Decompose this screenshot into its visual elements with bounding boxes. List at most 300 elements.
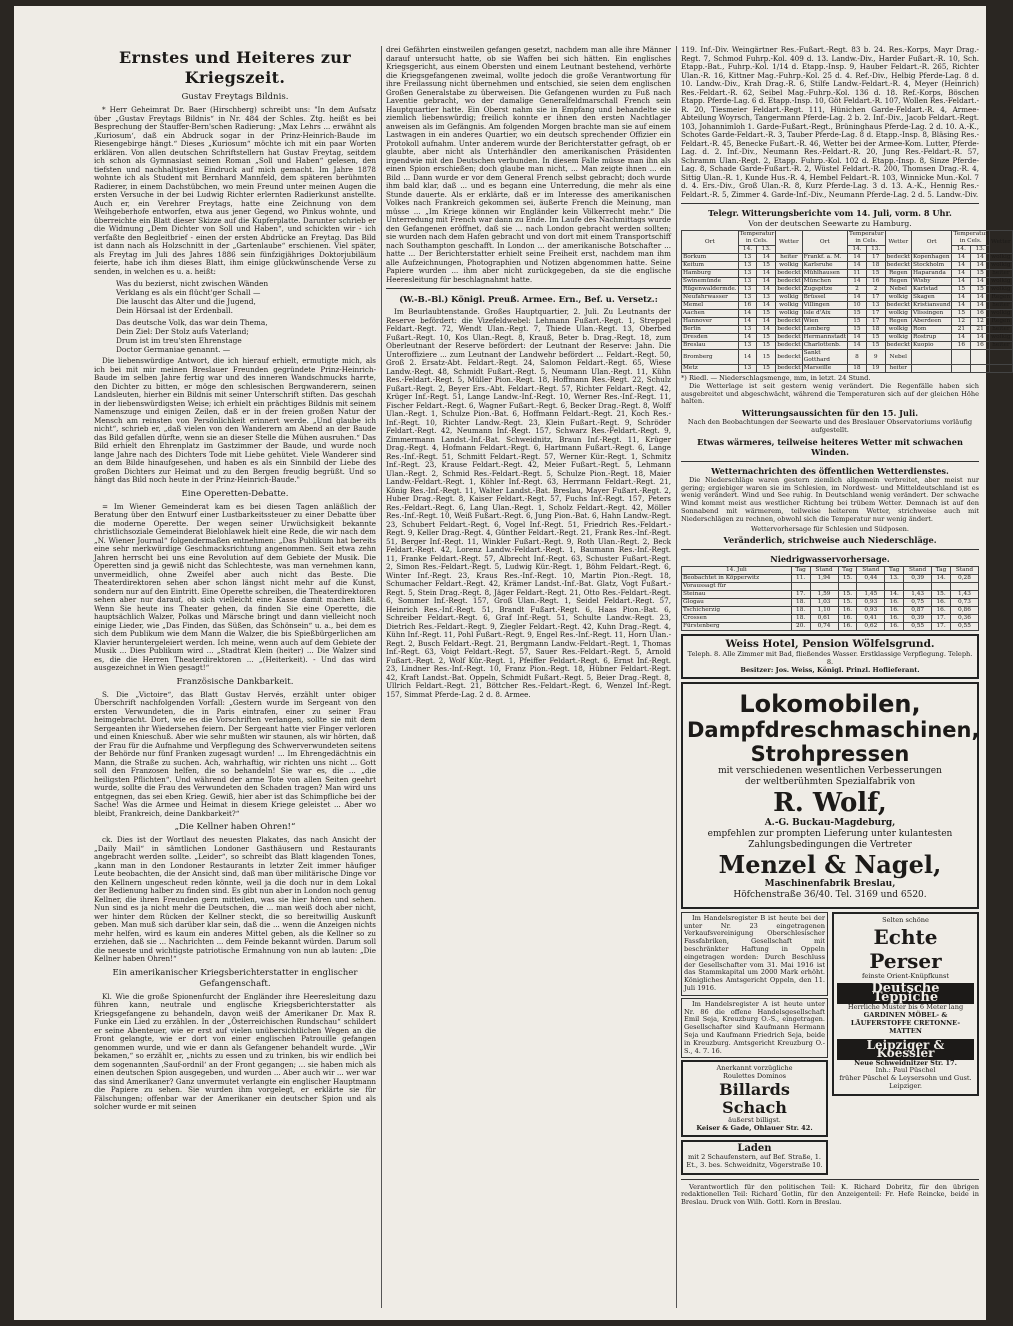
column-1: [94, 46, 376, 1308]
register-notice: Im Handelsregister A ist heute unter Nr. 86 die offene Handelsgesellschaft Emil Seja, Kreuzburg O.-S., eingetragen. Gesellschafter sind Kaufmann Hermann Seja und Kaufmann Friedrich Seja, beide in Kreuzburg. Amtsgericht Kreuzburg O.-S., 4. 7. 16.: [681, 998, 828, 1059]
carpet-brand: Echte Perser: [869, 924, 942, 973]
weather-cell: Rom: [911, 326, 951, 334]
article-paragraph: ck. Dies ist der Wortlaut des neuesten Plakates, das nach Ansicht der „Daily Mail“ in sämtlichen Londoner Gasthäusern und Restaurants angebracht werden sollte. „Leider“, so schreibt das Blatt klagenden Tones, „kann man in den Londoner Restaurants in letzter Zeit immer häufiger Leute beobachten, die der Ansicht sind, daß man über militärische Dinge vor den Kellnern ungescheut reden könnte, weil ja die doch nur in dem Lokal der Bedienung halber zu finden sind. Es gibt nun aber in London noch genug Kellner, die ihren Freunden gern mitteilen, was sie hier hören und sehen. Nun sind es ja nicht mehr die Deutschen, die ... man weiß doch aber nicht, wer hinter dem Rücken der Kellner steckt, die so bereitwillig Auskunft geben. Man muß sich darüber klar sein, daß die ... wenn die Anzeigen nichts mehr helfen, wird es kaum ein anderes Mittel geben, als die Kellner so zu erziehen, daß sie ... Nachrichten ... dem Feinde bekannt würden. Darum soll die neueste und wichtigste patriotische Ermahnung von nun ab lauten: „Die Kellner haben Ohren!“: [94, 835, 376, 963]
weather-cell: wolkig: [885, 326, 911, 334]
river-cell: 11.: [791, 575, 810, 583]
weather-cell: 15: [848, 326, 867, 334]
weather-cell: 14: [757, 286, 776, 294]
weather-header-cell: Ort: [682, 231, 739, 254]
weather-cell: Charlottenb.: [802, 342, 847, 350]
weather-news-forecast-label: Wettervorhersage für Schlesien und Südposen.: [751, 524, 909, 533]
weather-cell: bedeckt: [886, 302, 910, 308]
hotel-line: Teleph. 8. Alle Zimmer mit Bad, fließendes Wasser. Erstklassige Verpflegung. Teleph. 8.: [687, 650, 973, 667]
weather-cell: heiter: [989, 302, 1012, 310]
weather-cell: 14: [952, 302, 971, 310]
weather-cell: bedeckt: [886, 262, 910, 268]
weather-cell: 14: [971, 294, 990, 302]
billiard-firm: Keiser & Gade, Ohlauer Str. 42.: [696, 1123, 813, 1132]
carpet-ad: [832, 912, 979, 1096]
weather-cell: 14: [757, 254, 776, 262]
river-cell: Fürstenberg: [682, 623, 792, 631]
weather-cell: wolkig: [776, 310, 802, 318]
billiard-right: äußerst billigst.: [728, 1115, 781, 1124]
weather-cell: bedeckt: [886, 254, 910, 260]
river-cell: 0,44: [857, 575, 885, 583]
article-title: Eine Operetten-Debatte.: [181, 488, 289, 499]
weather-cell: Sankt Gotthard: [802, 350, 847, 365]
weather-cell: 14: [738, 318, 757, 326]
river-cell: 0,87: [904, 607, 932, 615]
river-cell: 16.: [932, 607, 951, 615]
weather-cell: Aachen: [682, 310, 739, 318]
weather-cell: 14: [848, 278, 867, 286]
article-title: „Die Kellner haben Ohren!“: [174, 822, 296, 832]
ad-place: Maschinenfabrik Breslau,: [764, 878, 896, 889]
river-cell: Beobachtet in Köpperwitz: [682, 575, 792, 583]
river-header-cell: 14. Juli: [682, 567, 792, 575]
weather-cell: Brüssel: [802, 294, 847, 302]
article-paragraph: Die liebenswürdige Antwort, die ich hierauf erhielt, ermutigte mich, als ich bei mit mir meinen Breslauer Freunden gegründete Prinz-Heinrich-Baude im selben Jahre fertig war und des inneren Wandschmucks harrte, den Dichter zu bitten, er möge den schlesischen Bergwanderern, seinen Landsleuten, hierher ein Bildnis mit seiner Unterschrift stiften. Das geschah in der liebenswürdigsten Weise; ich erhielt ein prächtiges Bildnis mit seinem Namenszuge und einigen Zeilen, daß er in der freien großen Natur der Mensch am reinsten von Persönlichkeit erinnert werde. „Und glaube ich nicht“, schrieb er, „daß vielen von den Wanderern am Abend an der Baude das Bild gefallen dürfte, wenn sie an dieser Stelle die Mühen ausruhen.“ Das Bild erhielt den Ehrenplatz im Gastzimmer der Baude, und wurde noch lange Jahre nach des Dichters Tode mit Liebe gehütet. Viele Wanderer sind an dem Bilde hinaufgesehen, und haben es als ein Sinnbild der Liebe des großen Dichters zur Heimat und zu den Bergen freudig begrüßt. Und so hängt das Bild noch heute in der Prinz-Heinrich-Baude.": [94, 356, 376, 484]
bottom-ads-left: [681, 912, 828, 1175]
weather-cell: Mühlhausen: [802, 270, 847, 278]
weather-text: Die Wetterlage ist seit gestern wenig verändert. Die Regenfälle haben sich ausgebreitet und abgeschwächt, während die Temperaturen sich auf der gleichen Höhe halten.: [681, 381, 979, 406]
weather-cell: Karlstad: [911, 286, 951, 294]
weather-cell: Regen: [885, 318, 911, 326]
weather-cell: wolkig: [991, 262, 1011, 268]
weather-cell: 21: [971, 326, 990, 334]
weather-cell: Regen: [885, 278, 911, 286]
imprint: Verantwortlich für den politischen Teil: K. Richard Dobritz, für den übrigen redaktionellen Teil: Richard Gotlin, für den Anzeigenteil: Fr. Hefe Reincke, beide in Breslau. Druck von Wilh. Gottl. Korn in Breslau.: [681, 1182, 979, 1207]
weather-title: Telegr. Witterungsberichte vom 14. Juli, vorm. 8 Uhr.: [708, 208, 952, 218]
teppich-brand: Deutsche Teppiche: [837, 983, 974, 1004]
river-cell: 16.: [885, 607, 904, 615]
weather-cell: 14: [757, 318, 776, 326]
weather-cell: wolkig: [991, 278, 1011, 284]
river-row: [682, 623, 979, 631]
weather-cell: 14: [952, 262, 971, 270]
weather-cell: Hamburg: [682, 270, 739, 278]
weather-cell: 2: [866, 286, 885, 294]
weather-cell: bedeckt: [777, 278, 801, 284]
weather-cell: 14: [971, 302, 990, 310]
weather-cell: [971, 350, 990, 365]
bottom-ads: [681, 912, 979, 1175]
newspaper-page: [14, 6, 1011, 1320]
weather-cell: Haparanda: [911, 270, 951, 278]
teppich-sub: Herrliche Muster bis 6 Meter lang: [847, 1003, 964, 1012]
river-row: [682, 615, 979, 623]
weather-cell: 14: [848, 342, 867, 350]
weather-row: [682, 262, 1013, 270]
weather-cell: 13: [738, 326, 757, 334]
river-cell: Glogau: [682, 599, 792, 607]
weather-cell: wolkig: [991, 334, 1011, 340]
forecast-text: Etwas wärmeres, teilweise heiteres Wetter mit schwachen Winden.: [697, 436, 963, 457]
billiard-ad: [681, 1060, 828, 1137]
weather-cell: [952, 350, 971, 365]
weather-cell: 15: [757, 350, 776, 365]
weather-cell: 15: [848, 318, 867, 326]
river-cell: 17.: [791, 591, 810, 599]
weather-cell: wolkig: [991, 254, 1011, 260]
river-cell: 0,75: [904, 599, 932, 607]
river-cell: 17.: [932, 623, 951, 631]
weather-cell: [952, 365, 971, 373]
weather-cell: 12: [971, 318, 990, 326]
weather-cell: 15: [952, 310, 971, 318]
weather-cell: Zugspitze: [802, 286, 847, 294]
weather-row: [682, 294, 1013, 302]
weather-cell: 15: [952, 286, 971, 294]
weather-cell: 13: [738, 294, 757, 302]
weather-news-forecast: Veränderlich, strichweise auch Niederschläge.: [723, 535, 937, 546]
weather-header-cell: 14.: [738, 246, 757, 254]
weather-cell: bedeckt: [777, 286, 801, 292]
ad-headline: Lokomobilen,: [739, 689, 921, 718]
weather-note: *) Riedl. — Niederschlagsmenge, mm, in letzt. 24 Stund.: [681, 374, 871, 382]
river-header-cell: Stand: [950, 567, 978, 575]
weather-cell: Karlsruhe: [802, 262, 847, 270]
river-cell: 0,36: [950, 615, 978, 623]
column-2: [386, 46, 671, 1308]
river-cell: 16.: [838, 615, 857, 623]
shop-title: Laden: [737, 1143, 772, 1155]
weather-cell: wolkig: [776, 294, 802, 302]
hotel-ad: [681, 634, 979, 678]
river-cell: 16.: [932, 599, 951, 607]
river-row: [682, 575, 979, 583]
weather-row: [682, 270, 1013, 278]
weather-row: [682, 286, 1013, 294]
weather-row: [682, 302, 1013, 310]
river-cell: 16.: [885, 599, 904, 607]
weather-table: [681, 230, 1013, 373]
weather-cell: Dresden: [682, 334, 739, 342]
column-rule: [676, 46, 677, 1308]
weather-cell: heiter: [989, 270, 1012, 278]
river-row: [682, 599, 979, 607]
weather-cell: 8: [848, 350, 867, 365]
river-cell: 0,62: [857, 623, 885, 631]
river-cell: Voraussagt für: [682, 583, 792, 591]
weather-cell: Kuopio: [911, 342, 951, 350]
weather-cell: bedeckt: [777, 270, 801, 276]
weather-cell: 13: [866, 302, 885, 310]
weather-cell: 14: [952, 270, 971, 278]
hotel-name: Weiss Hotel, Pension Wölfelsgrund.: [725, 638, 935, 651]
river-cell: 0,74: [810, 623, 838, 631]
weather-cell: 2: [848, 286, 867, 294]
weather-header-cell: Ort: [802, 231, 847, 254]
river-cell: 15.: [838, 591, 857, 599]
ad-brand: R. Wolf,: [773, 787, 887, 818]
weather-header-cell: Temperatur in Cels.: [739, 231, 775, 244]
divider: [681, 549, 979, 550]
river-cell: 15.: [932, 591, 951, 599]
weather-cell: 14: [757, 326, 776, 334]
weather-cell: Berlin: [682, 326, 739, 334]
weather-cell: 14: [952, 278, 971, 286]
weather-cell: bedeckt: [777, 318, 801, 324]
weather-cell: Hermannstadt: [803, 334, 847, 340]
store-owner: Inh.: Paul Püschel: [875, 1066, 936, 1075]
weather-cell: 14: [952, 254, 971, 262]
weather-cell: Rügenwaldermde.: [683, 286, 737, 292]
weather-cell: 15: [848, 310, 867, 318]
river-cell: 0,41: [857, 615, 885, 623]
weather-cell: Vlissingen: [911, 310, 951, 318]
river-cell: [791, 583, 810, 591]
ad-headline: Dampfdreschmaschinen,: [687, 717, 980, 742]
weather-cell: 15: [866, 342, 885, 350]
weather-cell: 13: [738, 262, 757, 270]
weather-cell: Lemberg: [802, 326, 847, 334]
river-cell: [885, 583, 904, 591]
river-cell: 15.: [838, 575, 857, 583]
ad-text: der weltberühmten Spezialfabrik von: [744, 776, 916, 787]
weather-cell: Frankf. a. M.: [802, 254, 847, 262]
weather-cell: 17: [866, 254, 885, 262]
weather-cell: 12: [952, 318, 971, 326]
river-header-cell: Stand: [810, 567, 838, 575]
weather-cell: heiter: [885, 365, 911, 373]
weather-cell: München: [802, 278, 847, 286]
teppich-items: GARDINEN MÖBEL- & LÄUFERSTOFFE CRETONNE-MATTEN: [850, 1011, 961, 1035]
weather-header-cell: 13.: [866, 246, 885, 254]
bottom-ads-right: [832, 912, 979, 1175]
weather-cell: 14: [848, 262, 867, 270]
weather-cell: bedeckt: [886, 342, 910, 348]
ad-address: Höfchenstraße 36/40. Tel. 3169 und 6520.: [733, 889, 927, 900]
weather-cell: 9: [866, 350, 885, 365]
weather-cell: 15: [971, 270, 990, 278]
weather-cell: 19: [866, 365, 885, 373]
weather-row: [682, 334, 1013, 342]
river-cell: 14.: [932, 575, 951, 583]
weather-cell: 14: [738, 334, 757, 342]
river-cell: 0,93: [857, 607, 885, 615]
weather-cell: Metz: [682, 365, 739, 373]
river-cell: 1,43: [904, 591, 932, 599]
river-cell: 1,43: [950, 591, 978, 599]
article-title: Französische Dankbarkeit.: [176, 676, 294, 687]
river-title: Niedrigwasservorhersage.: [770, 554, 890, 565]
divider: [681, 461, 979, 462]
river-cell: [838, 583, 857, 591]
river-cell: Crossen: [682, 615, 792, 623]
weather-cell: 13: [757, 294, 776, 302]
weather-row: [682, 254, 1013, 262]
weather-cell: wolkig: [991, 286, 1011, 292]
weather-cell: 17: [866, 318, 885, 326]
river-cell: 0,55: [904, 623, 932, 631]
weather-cell: bedeckt: [776, 350, 802, 365]
weather-row: [682, 310, 1013, 318]
ad-headline: Strohpressen: [750, 741, 910, 766]
river-header-row: [682, 567, 979, 575]
weather-cell: 14: [757, 270, 776, 278]
weather-cell: Rostrup: [911, 334, 951, 342]
shop-text: mit 2 Schaufenstern, auf Bef. Straße, 1. Et., 3. bes. Schweidnitz, Vögerstraße 10.: [686, 1152, 823, 1169]
weather-cell: Kopenhagen: [911, 254, 951, 262]
weather-cell: Regen: [885, 270, 911, 278]
billiard-brand: Billards Schach: [719, 1079, 790, 1117]
river-cell: 1,94: [810, 575, 838, 583]
river-cell: 1,59: [810, 591, 838, 599]
weather-cell: 14: [757, 302, 776, 310]
river-header-cell: Tag: [885, 567, 904, 575]
weather-cell: bedeckt: [777, 342, 801, 348]
weather-cell: 13: [738, 270, 757, 278]
list-title: (W.-B.-Bl.) Königl. Preuß. Armee. Ern., Bef. u. Versetz.:: [399, 294, 658, 304]
weather-cell: 11: [848, 270, 867, 278]
weather-cell: 15: [757, 342, 776, 350]
weather-header-cell: 14.: [848, 246, 867, 254]
article-paragraph: = Im Wiener Gemeinderat kam es bei diesen Tagen anläßlich der Beratung über den Entwurf einer Lustbarkeitssteuer zu einer Debatte über die moderne Operette. Der wegen seiner Urwüchsigkeit bekannte christlichsoziale Gemeinderat Bielohlawek hielt eine Rede, die wir nach dem „N. Wiener Journal“ folgendermaßen entnehmen: „Das Publikum hat bereits eine sehr merkwürdige Geschmacksrichtung angenommen. Seit etwa zehn Jahren herrscht bei uns eine Revolution auf dem Gebiete der Musik. Die Operetten sind ja gewiß nicht das Schlechteste, was man vernehmen kann, unvermeidlich, ohne Zweifel aber auch nicht das Beste. Die Theaterdirektoren sehen aber schon längst nicht mehr auf die Kunst, sondern nur auf den Eintritt. Eine Operette schreiben, die Theaterdirektoren sehen aber nur darauf, ob sich vielleicht eine Kasse damit machen läßt. Wenn Sie heute ins Theater gehen, da finden Sie eine Operette, die hauptsächlich Walzer, Polkas und Märsche bringt und dann vielleicht noch einige Lieder, wie „Das Finden, das Süßen, das Schönsein“ u. a., bei dem es sich dem Publikum wie dem Mann die Walzer, die bis Spießbürgerlichen am Klavier heruntergeleiert werden. Ich meine, wenn auch auf dem Gebiete der Musik ... Dies Publikum wird ... „Stadtrat Klein (heiter) ... Die Walzer sind es, die die Herren Theaterdirektoren ... „(Heiterkeit). - Und das wird ausgezeichnet in Wien gesagt!“: [94, 501, 376, 672]
weather-news-title: Wetternachrichten des öffentlichen Wetterdienstes.: [711, 465, 949, 476]
weather-cell: 15: [971, 286, 990, 294]
river-cell: 0,39: [904, 575, 932, 583]
weather-cell: wolkig: [885, 310, 911, 318]
weather-cell: 14: [952, 334, 971, 342]
weather-cell: 21: [952, 326, 971, 334]
weather-cell: [971, 365, 990, 373]
weather-cell: 14: [971, 254, 990, 262]
weather-cell: Marseille: [802, 365, 847, 373]
column-rule: [381, 46, 382, 1308]
billiard-top: Anerkannt vorzügliche: [716, 1064, 793, 1073]
river-cell: 16.: [885, 615, 904, 623]
weather-header-cell: 14.: [952, 246, 971, 254]
register-notice: Im Handelsregister B ist heute bei der unter Nr. 23 eingetragenen Verkaufsvereinigung Oberschlesischer Fassfabriken, Gesellschaft mit beschränkter Haftung in Oppeln eingetragen worden: Durch Beschluss der Gesellschafter vom 31. Mai 1916 ist das Stammkapital um 2000 Mark erhöht. Königliches Amtsgericht Oppeln, den 11. Juli 1916.: [681, 912, 828, 996]
river-cell: 16.: [885, 623, 904, 631]
weather-cell: 13: [738, 365, 757, 373]
weather-cell: [911, 350, 951, 365]
weather-cell: Breslau: [682, 342, 739, 350]
weather-cell: 15: [866, 334, 885, 342]
weather-cell: 15: [757, 262, 776, 270]
article-paragraph: Kl. Wie die große Spionenfurcht der Engländer ihre Heeresleitung dazu führen kann, neutrale und englische Kriegsberichterstatter als Kriegsgefangene zu behandeln, davon weiß der Amerikaner Dr. Max R. Funke ein Lied zu erzählen. In der „Österreichischen Rundschau“ schildert er seine Abenteuer, wie er erst auf vielen unübersichtlichen Wegen an die Front gelangte, wie er dort von einer englischen Patrouille gefangen genommen wurde, und wie er dann als Gefangener behandelt wurde. „Wir bekamen,“ so erzählt er, „nichts zu essen und zu trinken, bis wir endlich bei dem sogenannten ‚Sauf-ordnil‘ an der Front gegangen; ... sie haben mich als einen deutschen Spion ausgegeben, und wurden ... Aber auch wir ... wer war das sind Amerikaner? Ganz unvermutet verlangte ein englischer Hauptmann die Papiere zu sehen. Sie wurden ihm vorgelegt, er erklärte sie für Fälschungen; offenbar war der Amerikaner ein deutscher Spion und als solcher wurde er mit seinen: [94, 991, 376, 1111]
weather-row: [682, 326, 1013, 334]
ad-text: mit verschiedenen wesentlichen Verbesserungen: [718, 765, 942, 776]
weather-cell: 14: [848, 254, 867, 262]
weather-cell: Villingen: [802, 302, 847, 310]
river-table: [681, 566, 979, 631]
weather-cell: Nebel: [885, 350, 911, 365]
weather-cell: 16: [952, 342, 971, 350]
weather-cell: 15: [757, 334, 776, 342]
store-owner-note: früher Püschel & Leysersohn und Gust. Leipziger.: [839, 1074, 972, 1090]
river-cell: 18.: [791, 599, 810, 607]
river-cell: 0,55: [950, 623, 978, 631]
weather-cell: 13: [738, 286, 757, 294]
weather-cell: wolkig: [776, 262, 802, 270]
river-header-cell: Tag: [791, 567, 810, 575]
river-row: [682, 583, 979, 591]
weather-cell: 14: [971, 278, 990, 286]
weather-cell: Skagen: [911, 294, 951, 302]
store-address: Neue Schweidnitzer Str. 17.: [854, 1058, 957, 1067]
weather-row: [682, 365, 1013, 373]
forecast-subtitle: Nach den Beobachtungen der Seewarte und des Breslauer Observatoriums vorläufig aufgestellt.: [687, 418, 973, 434]
weather-cell: 13: [738, 278, 757, 286]
weather-header-cell: Wetter: [989, 231, 1012, 254]
hotel-owner: Besitzer: Jos. Weiss, Königl. Prinzl. Hoflieferant.: [740, 665, 920, 674]
river-cell: 1,03: [810, 599, 838, 607]
weather-cell: 15: [757, 310, 776, 318]
weather-cell: 13: [738, 342, 757, 350]
weather-cell: 15: [866, 270, 885, 278]
river-cell: 0,86: [950, 607, 978, 615]
article-title: Gustav Freytags Bildnis.: [181, 92, 289, 102]
weather-cell: Neufahrwasser: [682, 294, 739, 302]
weather-cell: [989, 350, 1012, 365]
weather-cell: Stockholm: [911, 262, 951, 270]
weather-cell: 16: [971, 310, 990, 318]
weather-header-cell: Wetter: [776, 231, 802, 254]
weather-cell: 18: [866, 326, 885, 334]
river-cell: 1,10: [810, 607, 838, 615]
weather-header-cell: 13.: [971, 246, 990, 254]
article-title: Ein amerikanischer Kriegsberichterstatter in englischer Gefangenschaft.: [112, 967, 358, 989]
weather-cell: 14: [848, 294, 867, 302]
river-cell: [932, 583, 951, 591]
weather-header-cell: 13.: [757, 246, 776, 254]
weather-cell: bedeckt: [777, 334, 801, 340]
river-cell: 0,93: [857, 599, 885, 607]
ad-brand: Menzel & Nagel,: [718, 849, 942, 879]
river-cell: [857, 583, 885, 591]
weather-cell: 14: [757, 278, 776, 286]
river-cell: 13.: [885, 575, 904, 583]
weather-cell: Bromberg: [682, 350, 739, 365]
river-header-cell: Tag: [838, 567, 857, 575]
weather-header-row: [682, 231, 1013, 246]
weather-cell: 13: [738, 254, 757, 262]
billiard-left: Roulettes Dominos: [722, 1072, 787, 1081]
weather-cell: wolkig: [885, 334, 911, 342]
weather-cell: wolkig: [885, 294, 911, 302]
river-cell: 14.: [885, 591, 904, 599]
river-cell: Tschicherzig: [682, 607, 792, 615]
weather-cell: 14: [971, 262, 990, 270]
weather-header-cell: Temperatur in Cels.: [953, 231, 988, 244]
ad-place: A.-G. Buckau-Magdeburg,: [764, 817, 896, 828]
weather-cell: Regen: [989, 294, 1012, 302]
river-cell: 0,73: [950, 599, 978, 607]
article-paragraph: S. Die „Victoire“, das Blatt Gustav Hervés, erzählt unter obiger Überschrift nachfolgenden Vorfall: „Gestern wurde im Sergeant von den ersten Verwundeten, die in Paris eintrafen, einer zu seiner Frau heimgebracht. Dort, wie es die Vorschriften verlangen, sollte sie mit dem Sergeanten ihr Wiedersehen feiern. Der Sergeant hatte vier Finger verloren und einen Knieschuß. Aber wie sehr mußten wir staunen, als wir hörten, daß der Frau für die Aufnahme und Verpflegung des Schwerverwundeten seitens der Behörde nur fünf Franken zugesagt wurden! ... Im Ehrengedächtnis ein Mann, die Straße zu suchen. Ach, wahrhaftig, wir richten uns nicht ... Gott soll den Franzosen helfen, die so behandeln! Sie war es, die ... „die heiligsten Pflichten“. Und während der arme Tote von allen Seiten geehrt wurde, sollte die Frau des Verwundeten den Schaden tragen? Man wird uns entgegnen, das sei eben Krieg. Gewiß, hier aber ist das Schimpfliche bei der Sache! Was die Armee und Heimat in diesem Kriege geleistet ... Aber wo bleibt, Frankreich, deine Dankbarkeit?“: [94, 689, 376, 818]
poem-stanza: Das deutsche Volk, das war dein Thema, Dein Ziel: Der Stolz aufs Vaterland; Drum ist im treu'sten Ehrenstage Doctor Germaniae genannt. —: [116, 318, 268, 354]
divider: [681, 1179, 979, 1180]
weather-news-text: Die Niederschläge waren gestern ziemlich allgemein verbreitet, aber meist nur gering; ergiebiger waren sie im Schlesien, im Nordwest- und Mitteldeutschland ist es wenig verändert. Wind und See ruhig. In Deutschland wenig verändert. Der schwache Wind kommt meist aus westlicher Richtung bei trübem Wetter. Demnach ist auf den Sonnabend mit wärmerem, teilweise heiterem Wetter, strichweise auch mit Niederschlägen zu rechnen, obwohl sich die Temperatur nur wenig ändert.: [681, 475, 979, 523]
river-cell: [810, 583, 838, 591]
machinery-ad: [681, 682, 979, 909]
river-cell: 18.: [791, 615, 810, 623]
weather-cell: Wisby: [911, 278, 951, 286]
weather-cell: 16: [738, 302, 757, 310]
weather-row: [682, 350, 1013, 365]
river-cell: 16.: [838, 607, 857, 615]
weather-header-cell: Temperatur in Cels.: [849, 231, 884, 244]
river-cell: 1,45: [857, 591, 885, 599]
weather-row: [682, 342, 1013, 350]
forecast-title: Witterungsaussichten für den 15. Juli.: [741, 408, 919, 419]
weather-cell: wolkig: [991, 310, 1011, 316]
weather-cell: 17: [866, 310, 885, 318]
weather-cell: wolkig: [776, 302, 802, 310]
river-cell: Steinau: [682, 591, 792, 599]
weather-cell: Keitum: [682, 262, 739, 270]
